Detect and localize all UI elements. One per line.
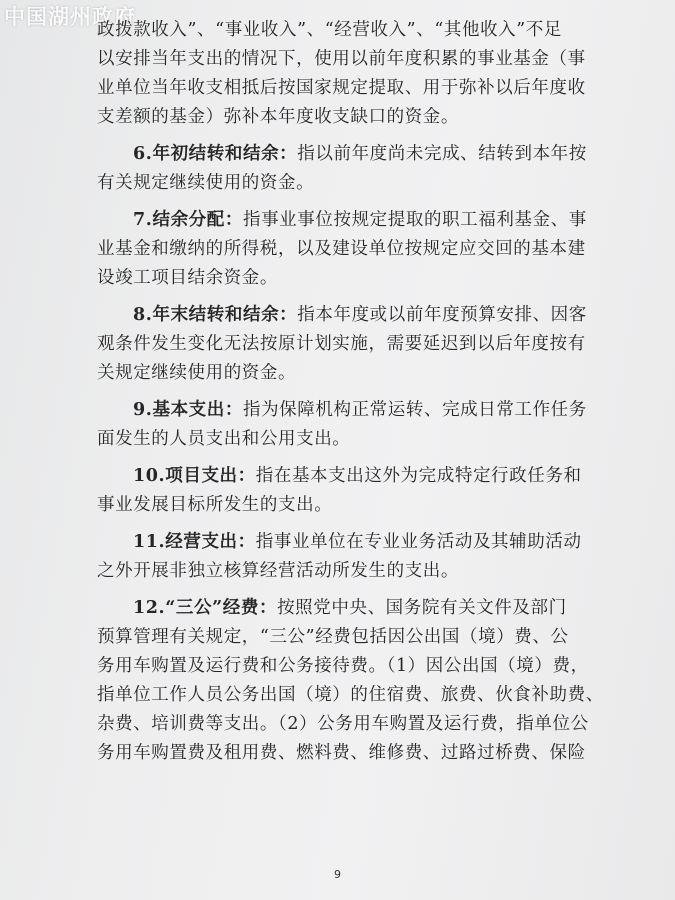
text-line: 指单位工作人员公务出国（境）的住宿费、旅费、伙食补助费、: [97, 685, 604, 705]
definition-text: 指本年度或以前年度预算安排、因客: [297, 305, 587, 325]
page-number: 9: [334, 868, 341, 881]
intro-paragraph: [97, 16, 637, 132]
text-line: 事业发展目标所发生的支出。: [97, 495, 333, 515]
definition-term: 6.年初结转和结余：: [133, 144, 298, 164]
definition-text: 按照党中央、国务院有关文件及部门: [277, 598, 567, 618]
text-line: 观条件发生变化无法按原计划实施，需要延迟到以后年度按有: [97, 334, 586, 354]
definition-item-12: [97, 594, 637, 768]
definition-item-8: [97, 301, 637, 388]
definition-term: 9.基本支出：: [133, 400, 243, 420]
watermark-logo: 中国湖州政府: [4, 4, 136, 29]
definition-text: 指事业单位在专业业务活动及其辅助活动: [255, 532, 582, 552]
text-line: 杂费、培训费等支出。（2）公务用车购置及运行费，指单位公: [97, 714, 589, 734]
definition-term: 12.“三公”经费：: [133, 598, 278, 618]
text-line: 面发生的人员支出和公用支出。: [97, 429, 351, 449]
definition-item-9: [97, 396, 637, 454]
definition-term: 10.项目支出：: [133, 466, 256, 486]
definition-item-7: [97, 206, 637, 293]
text-line: 以安排当年支出的情况下，使用以前年度积累的事业基金（事: [97, 49, 586, 69]
definition-item-6: [97, 140, 637, 198]
text-line: 关规定继续使用的资金。: [97, 363, 297, 383]
definition-term: 8.年末结转和结余：: [133, 305, 298, 325]
text-line: 之外开展非独立核算经营活动所发生的支出。: [97, 561, 459, 581]
text-line: 业基金和缴纳的所得税，以及建设单位按规定应交回的基本建: [97, 239, 586, 259]
definition-term: 7.结余分配：: [133, 210, 243, 230]
text-line: 支差额的基金）弥补本年度收支缺口的资金。: [97, 107, 459, 127]
text-line: 预算管理有关规定，“三公”经费包括因公出国（境）费、公: [97, 627, 569, 647]
text-line: 务用车购置及运行费和公务接待费。（1）因公出国（境）费，: [97, 656, 589, 676]
text-line: 政拨款收入”、“事业收入”、“经营收入”、“其他收入”不足: [97, 20, 563, 40]
definition-text: 指为保障机构正常运转、完成日常工作任务: [242, 400, 587, 420]
text-line: 业单位当年收支相抵后按国家规定提取、用于弥补以后年度收: [97, 78, 586, 98]
definition-term: 11.经营支出：: [133, 532, 256, 552]
definition-text: 指事业事位按规定提取的职工福利基金、事: [242, 210, 587, 230]
definition-item-11: [97, 528, 637, 586]
definition-item-10: [97, 462, 637, 520]
text-line: 有关规定继续使用的资金。: [97, 173, 315, 193]
text-line: 设竣工项目结余资金。: [97, 268, 278, 288]
definition-text: 指在基本支出这外为完成特定行政任务和: [255, 466, 582, 486]
document-body: [97, 16, 637, 768]
definition-text: 指以前年度尚未完成、结转到本年按: [297, 144, 587, 164]
text-line: 务用车购置费及租用费、燃料费、维修费、过路过桥费、保险: [97, 743, 586, 763]
